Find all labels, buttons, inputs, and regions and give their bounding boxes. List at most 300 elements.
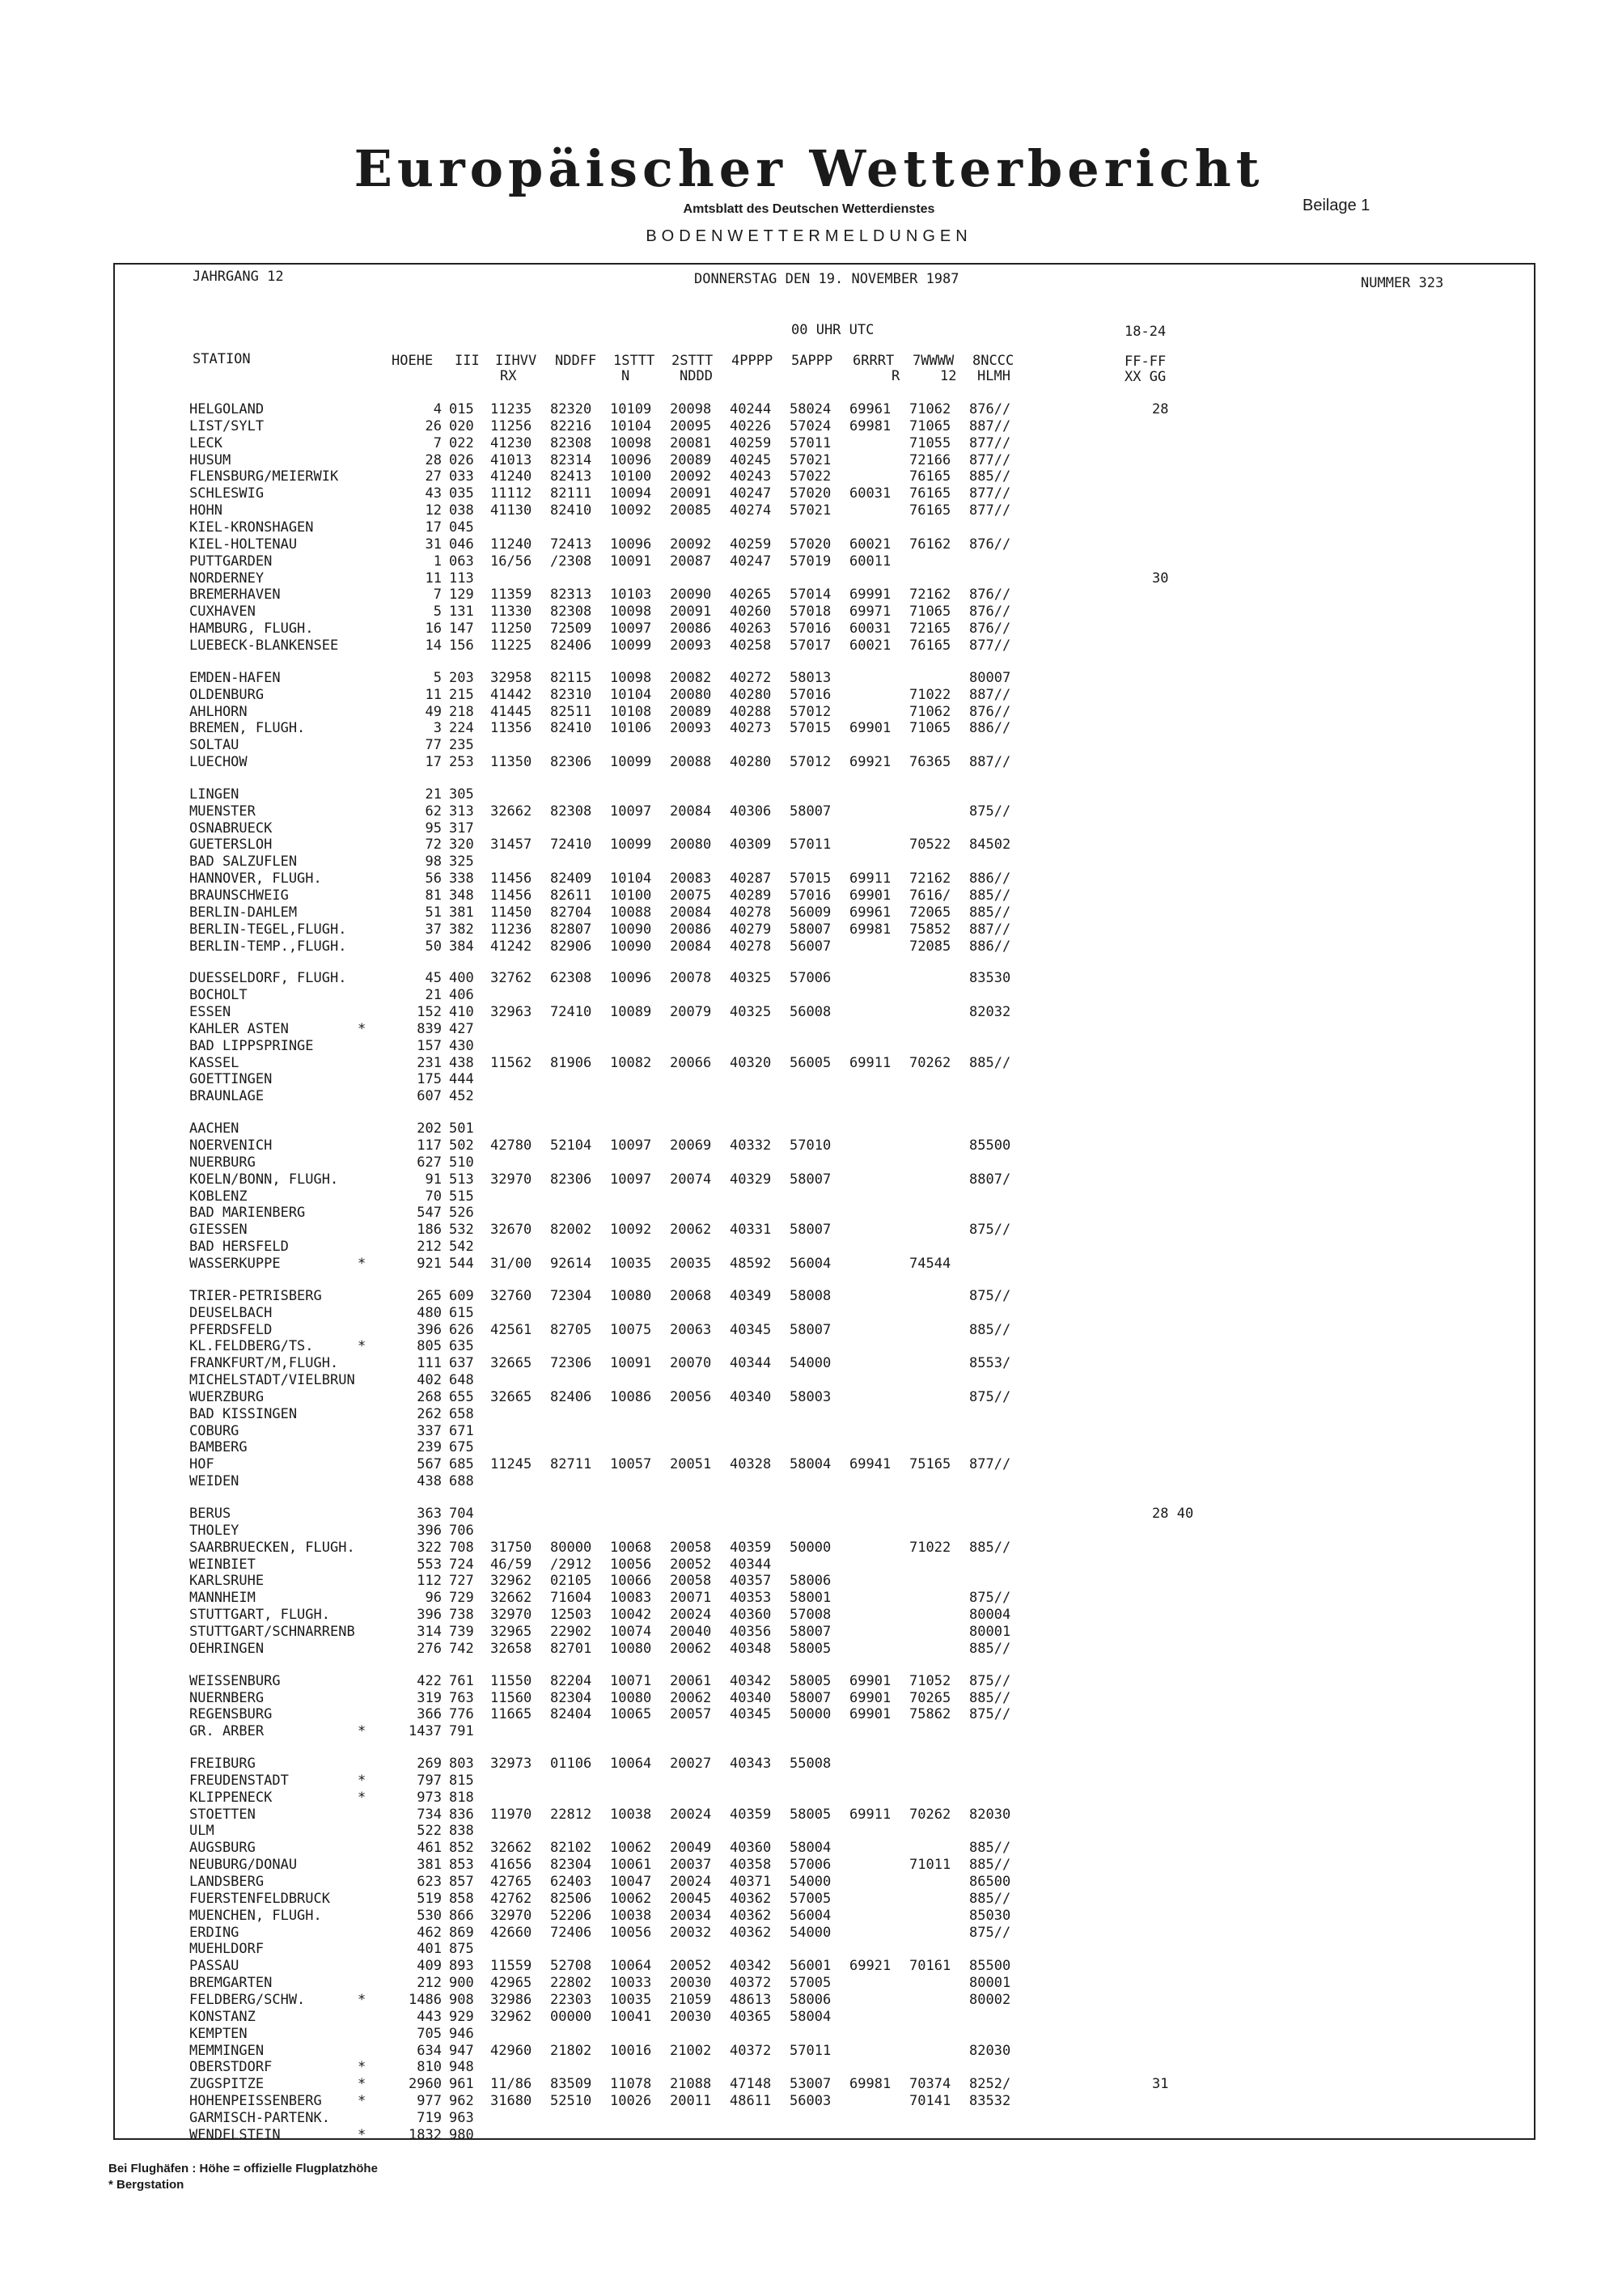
cell-d: 20088 xyxy=(670,754,712,770)
cell-w: 72065 xyxy=(909,904,951,921)
station-name: ESSEN xyxy=(189,1004,231,1020)
cell-a: 11330 xyxy=(490,604,532,621)
cell-b: 72304 xyxy=(550,1287,592,1304)
cell-c: 10042 xyxy=(610,1607,652,1624)
cell-w: 70265 xyxy=(909,1689,951,1706)
cell-b: 80000 xyxy=(550,1539,592,1556)
station-name: SCHLESWIG xyxy=(189,485,265,502)
station-name: PASSAU xyxy=(189,1958,239,1975)
cell-h: 16 xyxy=(425,621,442,638)
station-name: LINGEN xyxy=(189,786,239,803)
cell-h: 797 xyxy=(417,1772,442,1789)
cell-iii: 947 xyxy=(449,2042,474,2059)
station-name: OSNABRUECK xyxy=(189,820,273,837)
cell-f: 58003 xyxy=(790,1388,832,1405)
cell-d: 20045 xyxy=(670,1890,712,1907)
cell-h: 402 xyxy=(417,1372,442,1388)
cell-b: 00000 xyxy=(550,2008,592,2025)
table-row xyxy=(0,1372,1618,1388)
mountain-station-marker: * xyxy=(358,1255,366,1272)
cell-a: 11560 xyxy=(490,1689,532,1706)
cell-g: 60011 xyxy=(849,553,892,570)
cell-a: 41442 xyxy=(490,686,532,703)
cell-b: /2912 xyxy=(550,1556,592,1573)
cell-f: 57008 xyxy=(790,1607,832,1624)
cell-f: 58001 xyxy=(790,1590,832,1607)
cell-n: 82030 xyxy=(969,2042,1011,2059)
cell-h: 28 xyxy=(425,451,442,468)
col-hoehe: HOEHE xyxy=(392,353,434,369)
mountain-station-marker: * xyxy=(358,2093,366,2109)
table-row xyxy=(0,570,1618,587)
cell-w: 76162 xyxy=(909,536,951,553)
cell-n: 80004 xyxy=(969,1607,1011,1624)
cell-iii: 218 xyxy=(449,703,474,720)
cell-e: 40353 xyxy=(730,1590,772,1607)
col-nddd: NDDD xyxy=(680,368,713,384)
cell-d: 20093 xyxy=(670,720,712,737)
table-row xyxy=(0,2093,1618,2109)
station-name: NUERNBERG xyxy=(189,1689,265,1706)
cell-f: 58006 xyxy=(790,1573,832,1590)
cell-c: 10109 xyxy=(610,401,652,417)
col-iii: III xyxy=(455,353,480,369)
table-row xyxy=(0,1573,1618,1589)
table-row xyxy=(0,938,1618,955)
cell-a: 42965 xyxy=(490,1975,532,1992)
cell-b: 82406 xyxy=(550,637,592,654)
mountain-station-marker: * xyxy=(358,2126,366,2143)
cell-b: 82701 xyxy=(550,1640,592,1657)
cell-e: 40360 xyxy=(730,1840,772,1857)
cell-iii: 046 xyxy=(449,536,474,553)
cell-h: 396 xyxy=(417,1522,442,1539)
station-name: HAMBURG, FLUGH. xyxy=(189,621,314,638)
cell-f: 56009 xyxy=(790,904,832,921)
table-row xyxy=(0,553,1618,570)
cell-f: 57021 xyxy=(790,451,832,468)
cell-iii: 688 xyxy=(449,1473,474,1490)
cell-d: 20092 xyxy=(670,468,712,485)
station-name: FRANKFURT/M,FLUGH. xyxy=(189,1355,339,1372)
cell-iii: 045 xyxy=(449,519,474,536)
station-name: REGENSBURG xyxy=(189,1706,273,1723)
cell-iii: 452 xyxy=(449,1088,474,1105)
cell-h: 21 xyxy=(425,786,442,803)
table-row xyxy=(0,638,1618,654)
table-row xyxy=(0,1154,1618,1171)
cell-g: 60021 xyxy=(849,536,892,553)
cell-f: 57011 xyxy=(790,2042,832,2059)
cell-d: 20062 xyxy=(670,1222,712,1239)
cell-e: 48592 xyxy=(730,1255,772,1272)
table-row xyxy=(0,536,1618,553)
cell-e: 40226 xyxy=(730,417,772,434)
cell-d: 20086 xyxy=(670,621,712,638)
station-name: LUEBECK-BLANKENSEE xyxy=(189,637,339,654)
cell-w: 70161 xyxy=(909,1958,951,1975)
cell-n: 876// xyxy=(969,587,1011,604)
jahrgang-label: JAHRGANG 12 xyxy=(193,269,284,285)
cell-iii: 675 xyxy=(449,1439,474,1456)
cell-h: 72 xyxy=(425,837,442,854)
cell-c: 10035 xyxy=(610,1991,652,2008)
cell-w: 7616/ xyxy=(909,887,951,904)
cell-c: 10089 xyxy=(610,1004,652,1020)
cell-w: 72162 xyxy=(909,587,951,604)
cell-e: 40260 xyxy=(730,604,772,621)
cell-a: 11225 xyxy=(490,637,532,654)
cell-n: 86500 xyxy=(969,1874,1011,1890)
cell-a: 32973 xyxy=(490,1756,532,1772)
cell-b: 82216 xyxy=(550,417,592,434)
cell-g: 69981 xyxy=(849,417,892,434)
cell-f: 56001 xyxy=(790,1958,832,1975)
cell-b: 52708 xyxy=(550,1958,592,1975)
cell-w: 76165 xyxy=(909,502,951,519)
cell-h: 921 xyxy=(417,1255,442,1272)
cell-c: 10056 xyxy=(610,1556,652,1573)
cell-c: 10080 xyxy=(610,1287,652,1304)
cell-iii: 020 xyxy=(449,417,474,434)
table-row xyxy=(0,987,1618,1003)
cell-b: 71604 xyxy=(550,1590,592,1607)
cell-a: 42561 xyxy=(490,1321,532,1338)
cell-a: 32962 xyxy=(490,2008,532,2025)
cell-iii: 317 xyxy=(449,820,474,837)
cell-f: 58024 xyxy=(790,401,832,417)
cell-d: 20092 xyxy=(670,536,712,553)
cell-g: 69981 xyxy=(849,2076,892,2093)
cell-e: 40278 xyxy=(730,904,772,921)
station-name: HOHENPEISSENBERG xyxy=(189,2093,322,2109)
cell-h: 977 xyxy=(417,2093,442,2109)
cell-b: 82704 xyxy=(550,904,592,921)
cell-iii: 893 xyxy=(449,1958,474,1975)
cell-a: 32658 xyxy=(490,1640,532,1657)
cell-e: 40342 xyxy=(730,1958,772,1975)
cell-iii: 129 xyxy=(449,587,474,604)
cell-d: 20090 xyxy=(670,587,712,604)
cell-b: 01106 xyxy=(550,1756,592,1772)
cell-h: 17 xyxy=(425,519,442,536)
table-row xyxy=(0,1706,1618,1722)
table-row xyxy=(0,2076,1618,2092)
table-row xyxy=(0,1975,1618,1991)
cell-h: 314 xyxy=(417,1623,442,1640)
cell-e: 40288 xyxy=(730,703,772,720)
cell-d: 20084 xyxy=(670,938,712,955)
cell-a: 11/86 xyxy=(490,2076,532,2093)
cell-e: 40372 xyxy=(730,1975,772,1992)
cell-a: 11245 xyxy=(490,1456,532,1473)
cell-c: 10098 xyxy=(610,604,652,621)
cell-d: 20062 xyxy=(670,1689,712,1706)
station-name: PUTTGARDEN xyxy=(189,553,273,570)
table-row xyxy=(0,1790,1618,1806)
table-row xyxy=(0,1389,1618,1405)
cell-n: 85030 xyxy=(969,1907,1011,1924)
station-name: AACHEN xyxy=(189,1120,239,1137)
cell-iii: 427 xyxy=(449,1020,474,1037)
cell-b: 52510 xyxy=(550,2093,592,2109)
cell-d: 20086 xyxy=(670,921,712,938)
cell-e: 40272 xyxy=(730,669,772,686)
cell-c: 10038 xyxy=(610,1806,652,1823)
table-row xyxy=(0,502,1618,519)
report-date: DONNERSTAG DEN 19. NOVEMBER 1987 xyxy=(694,271,959,287)
cell-h: 43 xyxy=(425,485,442,502)
cell-h: 265 xyxy=(417,1287,442,1304)
cell-w: 76165 xyxy=(909,637,951,654)
cell-iii: 502 xyxy=(449,1137,474,1154)
cell-iii: 729 xyxy=(449,1590,474,1607)
cell-h: 401 xyxy=(417,1941,442,1958)
observation-time: 00 UHR UTC xyxy=(791,322,875,338)
cell-a: 11359 xyxy=(490,587,532,604)
cell-a: 11112 xyxy=(490,485,532,502)
cell-c: 10094 xyxy=(610,485,652,502)
cell-d: 20037 xyxy=(670,1857,712,1874)
table-row xyxy=(0,1540,1618,1556)
cell-b: 82705 xyxy=(550,1321,592,1338)
cell-f: 54000 xyxy=(790,1874,832,1890)
cell-iii: 156 xyxy=(449,637,474,654)
cell-a: 11250 xyxy=(490,621,532,638)
cell-iii: 869 xyxy=(449,1924,474,1941)
cell-h: 50 xyxy=(425,938,442,955)
cell-b: 62403 xyxy=(550,1874,592,1890)
cell-n: 85500 xyxy=(969,1137,1011,1154)
cell-e: 40359 xyxy=(730,1806,772,1823)
cell-a: 41240 xyxy=(490,468,532,485)
cell-a: 32662 xyxy=(490,803,532,820)
cell-h: 152 xyxy=(417,1004,442,1020)
cell-w: 72165 xyxy=(909,621,951,638)
cell-iii: 866 xyxy=(449,1907,474,1924)
cell-a: 11235 xyxy=(490,401,532,417)
cell-n: 8553/ xyxy=(969,1355,1011,1372)
cell-n: 877// xyxy=(969,485,1011,502)
cell-c: 10062 xyxy=(610,1840,652,1857)
cell-n: 885// xyxy=(969,1321,1011,1338)
cell-iii: 836 xyxy=(449,1806,474,1823)
cell-e: 40273 xyxy=(730,720,772,737)
station-name: BAMBERG xyxy=(189,1439,248,1456)
cell-iii: 980 xyxy=(449,2126,474,2143)
table-row xyxy=(0,887,1618,904)
station-name: HOHN xyxy=(189,502,222,519)
table-row xyxy=(0,1322,1618,1338)
cell-iii: 038 xyxy=(449,502,474,519)
footer-note-mountain: * Bergstation xyxy=(108,2178,184,2192)
station-name: KIEL-KRONSHAGEN xyxy=(189,519,314,536)
cell-b: 22812 xyxy=(550,1806,592,1823)
station-name: STUTTGART/SCHNARRENB xyxy=(189,1623,355,1640)
cell-iii: 215 xyxy=(449,686,474,703)
cell-g: 69901 xyxy=(849,1689,892,1706)
cell-f: 57005 xyxy=(790,1890,832,1907)
cell-iii: 430 xyxy=(449,1037,474,1054)
cell-c: 10062 xyxy=(610,1890,652,1907)
cell-n: 876// xyxy=(969,604,1011,621)
station-name: CUXHAVEN xyxy=(189,604,256,621)
col-rx: RX xyxy=(500,368,517,384)
cell-c: 10086 xyxy=(610,1388,652,1405)
table-row xyxy=(0,720,1618,736)
cell-a: 41656 xyxy=(490,1857,532,1874)
station-name: MEMMINGEN xyxy=(189,2042,265,2059)
cell-g: 69941 xyxy=(849,1456,892,1473)
table-row xyxy=(0,1506,1618,1522)
cell-a: 42660 xyxy=(490,1924,532,1941)
cell-e: 40245 xyxy=(730,451,772,468)
cell-b: 82308 xyxy=(550,803,592,820)
cell-iii: 147 xyxy=(449,621,474,638)
cell-a: 32662 xyxy=(490,1590,532,1607)
cell-e: 40320 xyxy=(730,1054,772,1071)
cell-iii: 542 xyxy=(449,1239,474,1256)
cell-n: 887// xyxy=(969,417,1011,434)
cell-iii: 658 xyxy=(449,1405,474,1422)
cell-f: 57011 xyxy=(790,837,832,854)
cell-g: 60031 xyxy=(849,621,892,638)
cell-h: 231 xyxy=(417,1054,442,1071)
cell-c: 10108 xyxy=(610,703,652,720)
cell-b: 82906 xyxy=(550,938,592,955)
table-row xyxy=(0,2059,1618,2075)
station-name: FREIBURG xyxy=(189,1756,256,1772)
cell-a: 32665 xyxy=(490,1355,532,1372)
cell-f: 58004 xyxy=(790,2008,832,2025)
station-name: HELGOLAND xyxy=(189,401,265,417)
cell-f: 57018 xyxy=(790,604,832,621)
table-row xyxy=(0,485,1618,502)
cell-b: 72413 xyxy=(550,536,592,553)
cell-h: 17 xyxy=(425,754,442,770)
cell-b: 22303 xyxy=(550,1991,592,2008)
station-name: SOLTAU xyxy=(189,737,239,754)
cell-iii: 655 xyxy=(449,1388,474,1405)
cell-b: 82102 xyxy=(550,1840,592,1857)
table-row xyxy=(0,1473,1618,1489)
station-name: AUGSBURG xyxy=(189,1840,256,1857)
table-row xyxy=(0,904,1618,921)
cell-d: 20070 xyxy=(670,1355,712,1372)
cell-f: 53007 xyxy=(790,2076,832,2093)
cell-iii: 400 xyxy=(449,970,474,987)
station-name: LUECHOW xyxy=(189,754,248,770)
cell-b: 82413 xyxy=(550,468,592,485)
cell-d: 20080 xyxy=(670,686,712,703)
table-row xyxy=(0,737,1618,753)
cell-e: 40258 xyxy=(730,637,772,654)
cell-b: 82304 xyxy=(550,1857,592,1874)
cell-a: 11450 xyxy=(490,904,532,921)
cell-c: 10041 xyxy=(610,2008,652,2025)
cell-iii: 510 xyxy=(449,1154,474,1171)
cell-iii: 313 xyxy=(449,803,474,820)
station-name: ZUGSPITZE xyxy=(189,2076,265,2093)
cell-h: 239 xyxy=(417,1439,442,1456)
footer-note-airports: Bei Flughäfen : Höhe = offizielle Flugplatzhöhe xyxy=(108,2162,378,2175)
cell-n: 80001 xyxy=(969,1623,1011,1640)
cell-e: 40340 xyxy=(730,1689,772,1706)
station-name: WEINBIET xyxy=(189,1556,256,1573)
cell-c: 10071 xyxy=(610,1672,652,1689)
cell-a: 16/56 xyxy=(490,553,532,570)
cell-h: 553 xyxy=(417,1556,442,1573)
cell-iii: 648 xyxy=(449,1372,474,1388)
cell-n: 875// xyxy=(969,1388,1011,1405)
table-row xyxy=(0,1823,1618,1839)
cell-a: 32670 xyxy=(490,1222,532,1239)
cell-a: 11456 xyxy=(490,871,532,887)
cell-a: 11256 xyxy=(490,417,532,434)
cell-d: 20066 xyxy=(670,1054,712,1071)
cell-h: 366 xyxy=(417,1706,442,1723)
page-subtitle: Amtsblatt des Deutschen Wetterdienstes xyxy=(683,202,935,216)
cell-h: 567 xyxy=(417,1456,442,1473)
cell-d: 20084 xyxy=(670,904,712,921)
cell-f: 56004 xyxy=(790,1255,832,1272)
table-row xyxy=(0,1305,1618,1321)
cell-e: 40278 xyxy=(730,938,772,955)
cell-e: 48613 xyxy=(730,1991,772,2008)
cell-d: 20087 xyxy=(670,553,712,570)
cell-iii: 381 xyxy=(449,904,474,921)
col-xx-gg: XX GG xyxy=(1125,369,1167,385)
cell-c: 10038 xyxy=(610,1907,652,1924)
station-name: KONSTANZ xyxy=(189,2008,256,2025)
cell-iii: 609 xyxy=(449,1287,474,1304)
cell-d: 20011 xyxy=(670,2093,712,2109)
cell-w: 70262 xyxy=(909,1054,951,1071)
cell-iii: 063 xyxy=(449,553,474,570)
cell-e: 40342 xyxy=(730,1672,772,1689)
cell-h: 98 xyxy=(425,854,442,871)
cell-f: 58007 xyxy=(790,1689,832,1706)
cell-d: 20091 xyxy=(670,604,712,621)
cell-w: 75862 xyxy=(909,1706,951,1723)
cell-d: 20091 xyxy=(670,485,712,502)
cell-iii: 253 xyxy=(449,754,474,770)
station-name: KLIPPENECK xyxy=(189,1789,273,1806)
cell-h: 547 xyxy=(417,1205,442,1222)
table-row xyxy=(0,1137,1618,1154)
cell-f: 56004 xyxy=(790,1907,832,1924)
cell-c: 10091 xyxy=(610,1355,652,1372)
cell-h: 363 xyxy=(417,1506,442,1522)
cell-a: 32962 xyxy=(490,1573,532,1590)
cell-h: 462 xyxy=(417,1924,442,1941)
cell-iii: 704 xyxy=(449,1506,474,1522)
cell-e: 40325 xyxy=(730,970,772,987)
cell-iii: 224 xyxy=(449,720,474,737)
cell-n: 8807/ xyxy=(969,1171,1011,1188)
cell-h: 396 xyxy=(417,1321,442,1338)
cell-b: 22902 xyxy=(550,1623,592,1640)
beilage-label: Beilage 1 xyxy=(1302,197,1370,214)
cell-iii: 501 xyxy=(449,1120,474,1137)
table-row xyxy=(0,1992,1618,2008)
table-row xyxy=(0,1355,1618,1371)
cell-h: 81 xyxy=(425,887,442,904)
cell-b: 82314 xyxy=(550,451,592,468)
cell-c: 10097 xyxy=(610,1171,652,1188)
cell-iii: 444 xyxy=(449,1071,474,1088)
cell-iii: 544 xyxy=(449,1255,474,1272)
